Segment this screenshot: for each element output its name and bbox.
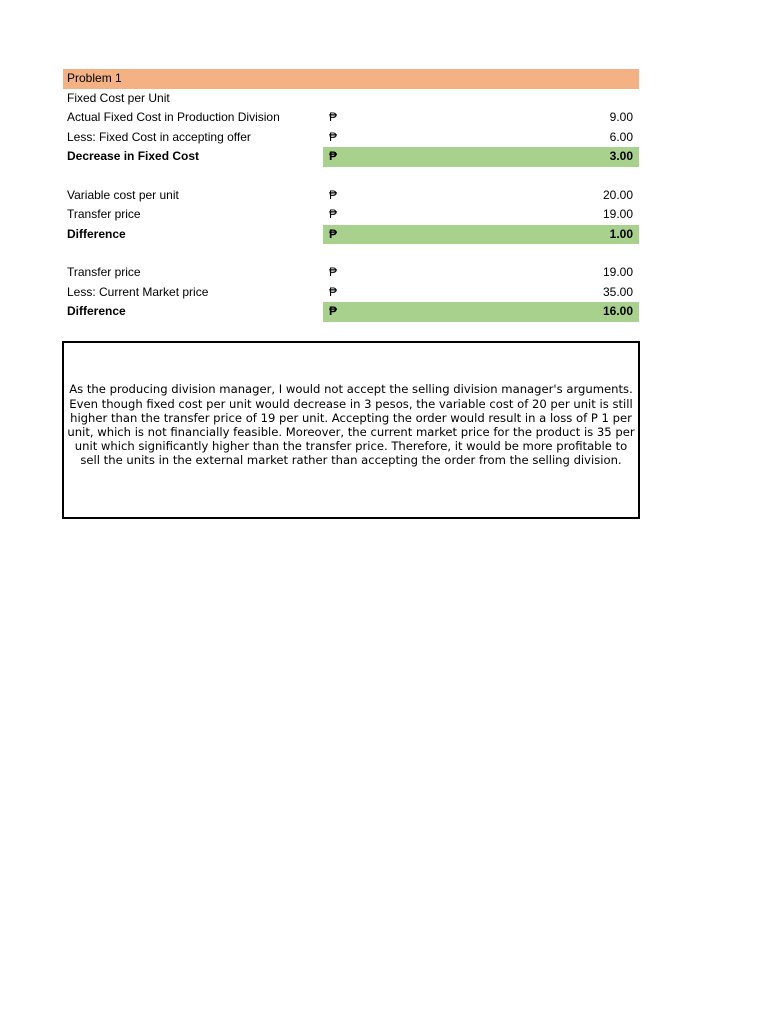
section1-heading: Fixed Cost per Unit: [67, 90, 170, 105]
peso-sign: ₱: [329, 304, 338, 318]
decrease-fixed-cost-row: [63, 147, 639, 167]
transfer-price-row: [63, 205, 639, 225]
row-amount: 9.00: [609, 110, 633, 124]
row-amount: 19.00: [602, 207, 633, 221]
total-highlight: [323, 147, 639, 167]
actual-fixed-cost-row: [63, 108, 639, 128]
spacer-row: [63, 244, 639, 263]
total-amount: 3.00: [609, 149, 633, 163]
row-amount: 19.00: [602, 265, 633, 279]
peso-sign: ₱: [329, 110, 338, 124]
row-label: Less: Fixed Cost in accepting offer: [67, 129, 251, 144]
row-label: Transfer price: [67, 265, 141, 279]
fixed-cost-offer-row: [63, 128, 639, 148]
variable-cost-row: [63, 186, 639, 206]
row-amount: 6.00: [609, 129, 633, 144]
row-label: Less: Current Market price: [67, 284, 209, 299]
peso-sign: ₱: [329, 149, 338, 163]
peso-sign: ₱: [329, 226, 338, 241]
spacer-row: [63, 167, 639, 186]
market-price-row: [63, 283, 639, 303]
peso-sign: ₱: [329, 284, 338, 299]
peso-sign: ₱: [329, 207, 338, 221]
total-label: Decrease in Fixed Cost: [67, 149, 200, 163]
problem-header-row: [63, 69, 639, 89]
difference-row-1: [63, 225, 639, 245]
worksheet: [63, 69, 639, 322]
total-amount: 16.00: [602, 304, 633, 318]
peso-sign: ₱: [329, 129, 338, 144]
total-highlight: [323, 302, 639, 322]
difference-row-2: [63, 302, 639, 322]
conclusion-text-box: [62, 341, 640, 519]
peso-sign: ₱: [329, 187, 338, 202]
total-label: Difference: [67, 304, 126, 318]
peso-sign: ₱: [329, 265, 338, 279]
row-amount: 35.00: [602, 284, 633, 299]
row-label: Actual Fixed Cost in Production Division: [67, 110, 280, 124]
transfer-price-row-2: [63, 263, 639, 283]
total-amount: 1.00: [609, 226, 633, 241]
row-label: Transfer price: [67, 207, 141, 221]
conclusion-text: As the producing division manager, I would not accept the selling division manager's arguments. Even though fixed cost per unit would decrease in 3 pesos, the variable cost of 20 per unit is still higher than the transfer price of 19 per unit. Accepting the order would result in a loss of P 1 per unit, which is not financially feasible. Moreover, the current market price for the product is 35 per unit which significantly higher than the transfer price. Therefore, it would be more profitable to sell the units in the external market rather than accepting the order from the selling division.: [67, 382, 635, 468]
total-highlight: [323, 225, 639, 245]
row-amount: 20.00: [602, 187, 633, 202]
section1-heading-row: [63, 89, 639, 109]
problem-title: Problem 1: [67, 71, 122, 85]
total-label: Difference: [67, 226, 126, 241]
row-label: Variable cost per unit: [67, 187, 179, 202]
